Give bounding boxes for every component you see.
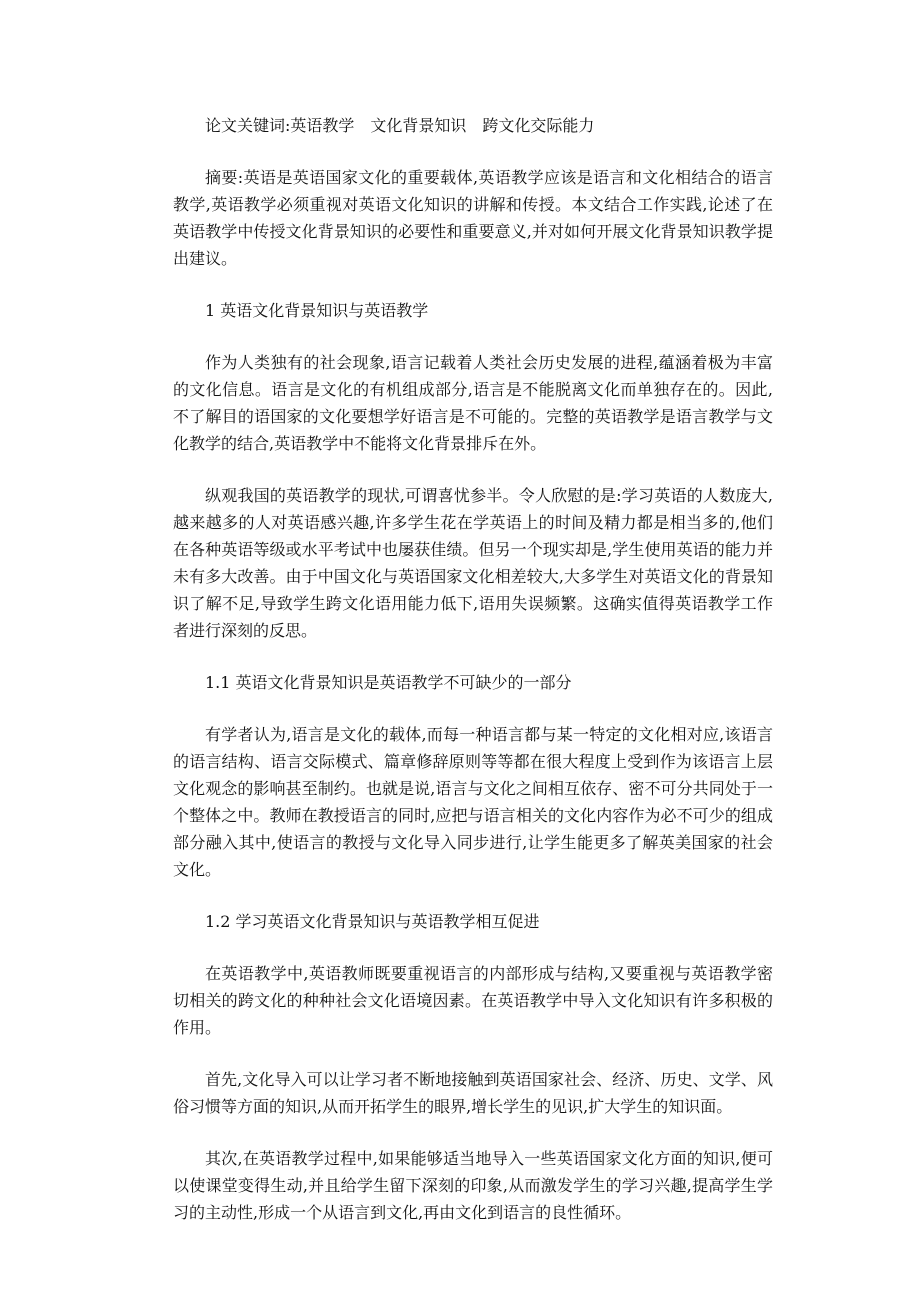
keywords-line: 论文关键词:英语教学 文化背景知识 跨文化交际能力 <box>205 116 595 135</box>
section-1-heading: 1 英语文化背景知识与英语教学 <box>205 301 429 320</box>
document-body <box>173 112 773 1226</box>
section-1-1-paragraph-1: 有学者认为,语言是文化的载体,而每一种语言都与某一特定的文化相对应,该语言的语言结构、语言交际模式、篇章修辞原则等等都在很大程度上受到作为该语言上层文化观念的影响甚至制约。也就是说,语言与文化之间相互依存、密不可分共同处于一个整体之中。教师在教授语言的同时,应把与语言相关的文化内容作为必不可少的组成部分融入其中,使语言的教授与文化导入同步进行,让学生能更多了解英美国家的社会文化。 <box>173 725 773 879</box>
section-1-paragraph-2: 纵观我国的英语教学的现状,可谓喜忧参半。令人欣慰的是:学习英语的人数庞大,越来越多的人对英语感兴趣,许多学生花在学英语上的时间及精力都是相当多的,他们在各种英语等级或水平考试中也屡获佳绩。但另一个现实却是,学生使用英语的能力并未有多大改善。由于中国文化与英语国家文化相差较大,大多学生对英语文化的背景知识了解不足,导致学生跨文化语用能力低下,语用失误频繁。这确实值得英语教学工作者进行深刻的反思。 <box>173 486 773 640</box>
abstract-paragraph: 摘要:英语是英语国家文化的重要载体,英语教学应该是语言和文化相结合的语言教学,英语教学必须重视对英语文化知识的讲解和传授。本文结合工作实践,论述了在英语教学中传授文化背景知识的必要性和重要意义,并对如何开展文化背景知识教学提出建议。 <box>173 168 773 268</box>
section-1-2-paragraph-1: 在英语教学中,英语教师既要重视语言的内部形成与结构,又要重视与英语教学密切相关的跨文化的种种社会文化语境因素。在英语教学中导入文化知识有许多积极的作用。 <box>173 964 773 1037</box>
section-1-2-paragraph-3: 其次,在英语教学过程中,如果能够适当地导入一些英语国家文化方面的知识,便可以使课堂变得生动,并且给学生留下深刻的印象,从而激发学生的学习兴趣,提高学生学习的主动性,形成一个从语言到文化,再由文化到语言的良性循环。 <box>173 1149 773 1222</box>
section-1-paragraph-1: 作为人类独有的社会现象,语言记载着人类社会历史发展的进程,蕴涵着极为丰富的文化信息。语言是文化的有机组成部分,语言是不能脱离文化而单独存在的。因此,不了解目的语国家的文化要想学好语言是不可能的。完整的英语教学是语言教学与文化教学的结合,英语教学中不能将文化背景排斥在外。 <box>173 353 773 453</box>
section-1-2-heading: 1.2 学习英语文化背景知识与英语教学相互促进 <box>205 912 540 931</box>
section-1-1-heading: 1.1 英语文化背景知识是英语教学不可缺少的一部分 <box>205 673 572 692</box>
section-1-2-paragraph-2: 首先,文化导入可以让学习者不断地接触到英语国家社会、经济、历史、文学、风俗习惯等方面的知识,从而开拓学生的眼界,增长学生的见识,扩大学生的知识面。 <box>173 1070 773 1116</box>
